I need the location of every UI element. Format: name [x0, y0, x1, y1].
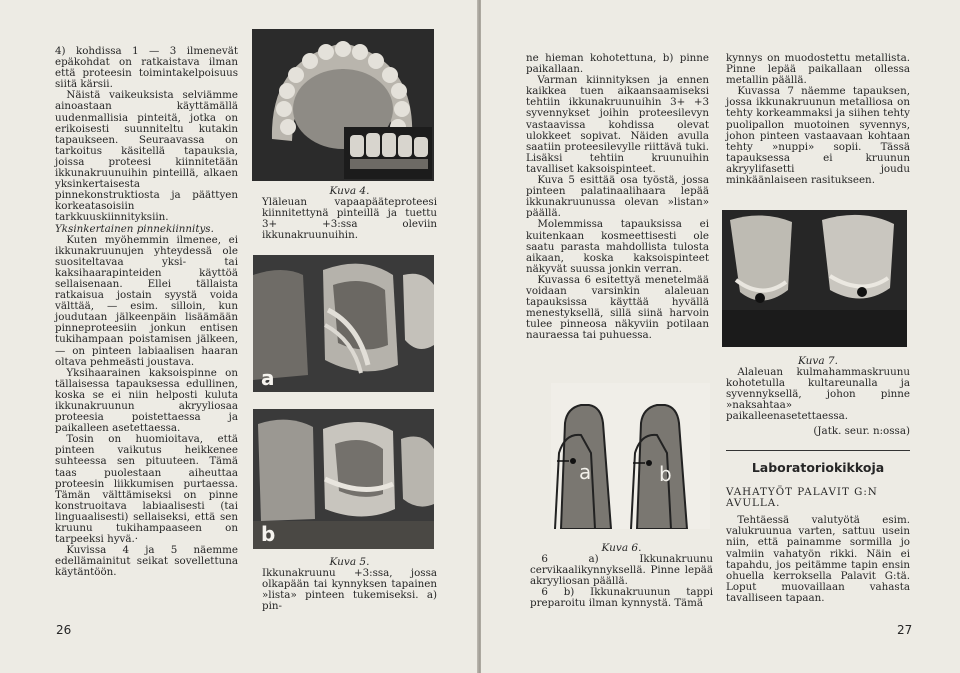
- paragraph: 4) kohdissa 1 — 3 ilmenevät epäkohdat on ratkaistava ilman että proteesin toimintakelpoisuus siitä kärsii.: [55, 45, 238, 91]
- figure-7-photo: [722, 210, 907, 347]
- figure-6-label: Kuva 6.: [601, 542, 642, 554]
- right-text-column-2: [726, 53, 910, 186]
- page-number-right: 27: [897, 623, 913, 637]
- figure-5a-photo: [253, 255, 434, 392]
- left-page: [0, 0, 478, 673]
- figure-6b-letter: b: [659, 462, 672, 486]
- right-text-column-1: [526, 53, 709, 341]
- continued-note: (Jatk. seur. n:ossa): [813, 425, 910, 438]
- section-subtitle: VAHATYÖT PALAVIT G:N AVULLA.: [726, 486, 878, 510]
- paragraph: Kuva 5 esittää osa työstä, jossa pinteen palatinaalihaara lepää ikkunakruunussa olevan »listan» päällä.: [526, 174, 709, 220]
- subheading: Yksinkertainen pinnekiinnitys.: [55, 222, 214, 235]
- figure-6-caption-b: 6 b) Ikkunakruunun tappi preparoitu ilman kynnystä. Tämä: [530, 586, 713, 610]
- paragraph: Yksihaarainen kaksoispinne on tällaisessa tapauksessa edullinen, koska se ei niin helposti kuluta ikkunakruunun akryyliosaa proteesia poistettaessa ja paikalleen asetettaessa.: [55, 366, 238, 435]
- paragraph: Tosin on huomioitava, että pinteen vaikutus heikkenee suhteessa sen pituuteen. Tämä taas puolestaan aiheuttaa proteesin liikkumisen purtaessa. Tämän välttämiseksi on pinne konstruoitava labiaalisesti (tai linguaalisesti) sellaiseksi, että sen kruunu tukihampaaseen on tarpeeksi hyvä.·: [55, 433, 238, 546]
- figure-5a-letter: a: [261, 366, 275, 390]
- figure-4-caption: [262, 185, 437, 241]
- figure-4-photo: [252, 29, 434, 181]
- left-text-column: [55, 46, 238, 579]
- figure-6-diagram: [551, 383, 710, 529]
- figure-7-label: Kuva 7.: [798, 355, 838, 367]
- paragraph: Kuvissa 4 ja 5 näemme edellämainitut seikat sovellettuna käytäntöön.: [55, 544, 238, 579]
- paragraph: Varman kiinnityksen ja ennen kaikkea tuen aikaansaamiseksi tehtiin ikkunakruunuihin 3+ +3 syvennykset joihin proteesilevyn vastaavissa kohdissa olevat ulokkeet sopivat. Näiden avulla saatiin proteesilevylle riittävä tuki. Lisäksi tehtiin kruunuihin tavalliset kaksoispinteet.: [526, 74, 709, 175]
- right-page: [481, 0, 960, 673]
- figure-6a-letter: a: [579, 460, 592, 484]
- figure-7-caption: [726, 355, 910, 438]
- figure-5-caption: [262, 556, 437, 612]
- figure-7-caption-text: Alaleuan kulmahammaskruunu kohotetulla kultareunalla ja syvennyksellä, johon pinne »naksahtaa» paikalleenasetettaessa.: [726, 366, 910, 423]
- paragraph: Kuvassa 6 esitettyä menetelmää voidaan varsinkin alaleuan tapauksissa käyttää hyvällä menestyksellä, sillä siinä harvoin tulee pinneosa näkyviin potilaan nauraessa tai puhuessa.: [526, 273, 709, 342]
- figure-5-caption-text: Ikkunakruunu +3:ssa, jossa olkapään tai kynnyksen tapainen »lista» pinteen tukemiseksi. a) pin-: [262, 567, 437, 613]
- figure-4-label: Kuva 4.: [329, 185, 370, 197]
- paragraph: Molemmissa tapauksissa ei kuitenkaan kosmeettisesti ole saatu parasta mahdollista tulosta aikaan, koska kaksoispinteet näkyvät suussa jonkin verran.: [526, 218, 709, 275]
- figure-4-caption-text: Yläleuan vapaapääteproteesi kiinnitettynä pinteillä ja tuettu 3+ +3:ssa oleviin ikkunakruunuihin.: [262, 196, 437, 242]
- paragraph: ne hieman kohotettuna, b) pinne paikallaan.: [526, 52, 709, 76]
- section-body: Tehtäessä valutyötä esim. valukruunua varten, sattuu usein niin, että painamme sormilla jo valmiin vahatyön rikki. Näin ei tapahdu, jos peitämme tapin ensin ohuella kerroksella Palavit G:tä. Loput muovaillaan vahasta tavalliseen tapaan.: [726, 514, 910, 604]
- paragraph: kynnys on muodostettu metallista. Pinne lepää paikallaan ollessa metallin päällä.: [726, 52, 910, 87]
- lab-tips-section: [726, 462, 910, 604]
- figure-5-label: Kuva 5.: [329, 556, 370, 568]
- paragraph: Kuten myöhemmin ilmenee, ei ikkunakruunujen yhteydessä ole suositeltavaa yksi- tai kaksihaarapinteiden käyttöä sellaisenaan. Ellei tällaista ratkaisua jostain syystä voida välttää, — esim. silloin, kun joudutaan jälkeenpäin lisäämään pinneproteesiin jonkun entisen tukihampaan poistamisen jälkeen, — on pinteen labiaalisen haaran oltava pehmeästi joustava.: [55, 233, 238, 368]
- figure-6-caption-a: 6 a) Ikkunakruunu cervikaalikynnyksellä. Pinne lepää akryyliosan päällä.: [530, 553, 713, 588]
- section-title: Laboratoriokikkoja: [751, 460, 885, 475]
- figure-5b-letter: b: [261, 522, 276, 546]
- section-divider-top: [726, 450, 910, 451]
- paragraph: Näistä vaikeuksista selviämme ainoastaan käyttämällä uudenmallisia pinteitä, jotka on erikoisesti suunniteltu kutakin tapaukseen. Seuraavassa on tarkoitus käsitellä tapauksia, joissa proteesi kiinnitetään ikkunakruunuihin pinteillä, alkaen yksinkertaisesta pinnekonstruktiosta ja päättyen korkeatasoisiin tarkkuuskiinnityksiin.: [55, 89, 238, 224]
- page-number-left: 26: [56, 623, 72, 637]
- figure-5b-photo: [253, 409, 434, 549]
- figure-6-caption: [530, 542, 713, 609]
- paragraph: Kuvassa 7 näemme tapauksen, jossa ikkunakruunun metalliosa on tehty korkeammaksi ja siihen tehty puolipallon muotoinen syvennys, johon pinteen vastaavaan kohtaan tehty »nuppi» sopii. Tässä tapauksessa ei kruunun akryylifasetti joudu minkäänlaiseen rasitukseen.: [726, 85, 910, 187]
